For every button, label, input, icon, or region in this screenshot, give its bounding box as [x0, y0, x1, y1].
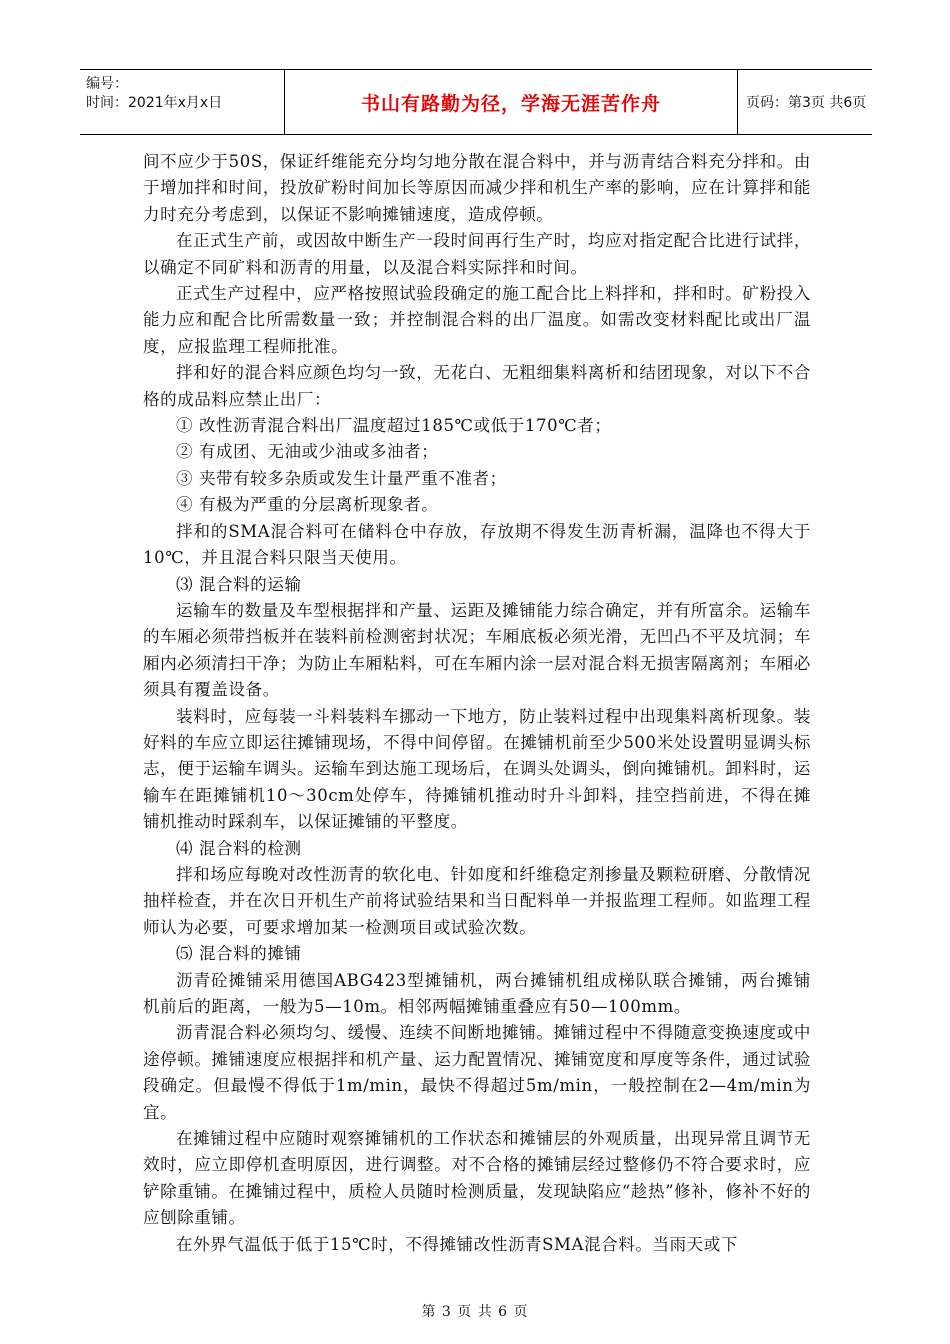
list-item: ④ 有极为严重的分层离析现象者。	[176, 495, 439, 515]
section-heading: ⑷ 混合料的检测	[176, 838, 302, 858]
paragraph: 在摊铺过程中应随时观察摊铺机的工作状态和摊铺层的外观质量，出现异常且调节无效时，应立即停机查明原因，进行调整。对不合格的摊铺层经过整修仍不符合要求时，应铲除重铺。在摊铺过程中，质检人员随时检测质量，发现缺陷应“趁热”修补，修补不好的应刨除重铺。	[143, 1129, 811, 1228]
list-item: ③ 夹带有较多杂质或发生计量严重不准者；	[176, 468, 507, 488]
paragraph: 间不应少于50S，保证纤维能充分均匀地分散在混合料中，并与沥青结合料充分拌和。由于增加拌和时间，投放矿粉时间加长等原因而减少拌和机生产率的影响，应在计算拌和能力时充分考虑到，以保证不影响摊铺速度，造成停顿。	[143, 152, 811, 224]
paragraph: 沥青混合料必须均匀、缓慢、连续不间断地摊铺。摊铺过程中不得随意变换速度或中途停顿。摊铺速度应根据拌和机产量、运力配置情况、摊铺宽度和厚度等条件，通过试验段确定。但最慢不得低于1m/min，最快不得超过5m/min，一般控制在2—4m/min为宜。	[143, 1023, 811, 1122]
document-date-label: 时间：2021年x月x日	[86, 95, 223, 111]
paragraph: 装料时，应每装一斗料装料车挪动一下地方，防止装料过程中出现集料离析现象。装好料的车应立即运往摊铺现场，不得中间停留。在摊铺机前至少500米处设置明显调头标志，便于运输车调头。运输车到达施工现场后，在调头处调头，倒向摊铺机。卸料时，运输车在距摊铺机10～30cm处停车，待摊铺机推动时升斗卸料，挂空挡前进，不得在摊铺机推动时踩刹车，以保证摊铺的平整度。	[143, 706, 811, 832]
paragraph: 在外界气温低于低于15℃时，不得摊铺改性沥青SMA混合料。当雨天或下	[176, 1234, 738, 1254]
paragraph: 运输车的数量及车型根据拌和产量、运距及摊铺能力综合确定，并有所富余。运输车的车厢必须带挡板并在装料前检测密封状况；车厢底板必须光滑，无凹凸不平及坑洞；车厢内必须清扫干净；为防止车厢粘料，可在车厢内涂一层对混合料无损害隔离剂；车厢必须具有覆盖设备。	[143, 600, 811, 700]
header-meta	[80, 70, 284, 134]
list-item: ① 改性沥青混合料出厂温度超过185℃或低于170℃者；	[176, 416, 612, 436]
paragraph: 拌和的SMA混合料可在储料仓中存放，存放期不得发生沥青析漏，温降也不得大于10℃，并且混合料只限当天使用。	[143, 521, 811, 568]
paragraph: 拌和好的混合料应颜色均匀一致，无花白、无粗细集料离析和结团现象，对以下不合格的成品料应禁止出厂：	[143, 363, 811, 409]
header-motto-cell	[284, 70, 738, 134]
page-footer: 第 3 页 共 6 页	[421, 1304, 529, 1320]
paragraph: 沥青砼摊铺采用德国ABG423型摊铺机，两台摊铺机组成梯队联合摊铺，两台摊铺机前后的距离，一般为5—10m。相邻两幅摊铺重叠应有50—100mm。	[143, 970, 811, 1016]
section-heading: ⑸ 混合料的摊铺	[176, 944, 302, 964]
document-number-label: 编号：	[86, 76, 128, 92]
paragraph: 拌和场应每晚对改性沥青的软化电、针如度和纤维稳定剂掺量及颗粒研磨、分散情况抽样检查，并在次日开机生产前将试验结果和当日配料单一并报监理工程师。如监理工程师认为必要，可要求增加某一检测项目或试验次数。	[143, 864, 811, 937]
page-header	[80, 69, 872, 135]
list-item: ② 有成团、无油或少油或多油者；	[176, 442, 439, 462]
paragraph: 在正式生产前，或因故中断生产一段时间再行生产时，均应对指定配合比进行试拌，以确定不同矿料和沥青的用量，以及混合料实际拌和时间。	[143, 231, 811, 277]
document-body	[143, 149, 811, 1258]
header-motto: 书山有路勤为径，学海无涯苦作舟	[360, 92, 661, 115]
header-page-info: 页码：第3页 共6页	[746, 95, 867, 111]
section-heading: ⑶ 混合料的运输	[176, 574, 302, 594]
paragraph: 正式生产过程中，应严格按照试验段确定的施工配合比上料拌和，拌和时。矿粉投入能力应和配合比所需数量一致；并控制混合料的出厂温度。如需改变材料配比或出厂温度，应报监理工程师批准。	[143, 284, 811, 356]
